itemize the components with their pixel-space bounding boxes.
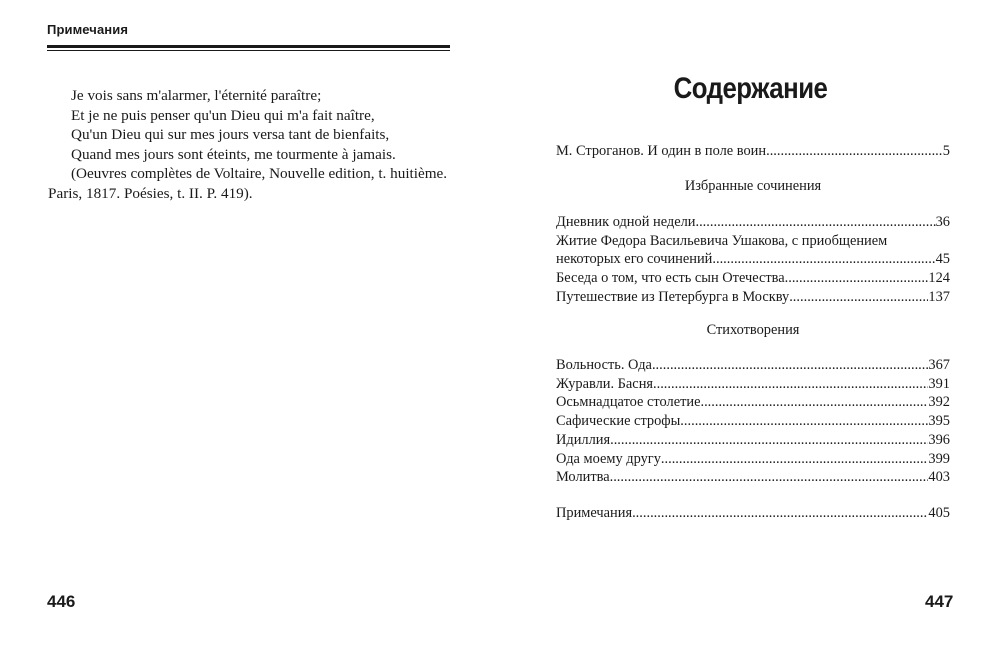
toc-entry: [556, 468, 950, 487]
toc-entry-title: Журавли. Басня: [556, 375, 654, 392]
toc-entry-title: Путешествие из Петербурга в Москву: [556, 288, 790, 305]
toc-entry-title: некоторых его сочинений: [556, 251, 713, 268]
toc-entry: [556, 142, 950, 161]
toc-entry-title-line1: Житие Федора Васильевича Ушакова, с приобщением: [556, 232, 888, 249]
section-heading: Избранные сочинения: [684, 178, 822, 194]
toc-entry-title: Ода моему другу: [556, 450, 661, 467]
citation-tail: Paris, 1817. Poésies, t. II. P. 419).: [48, 184, 253, 202]
toc-intro: [556, 142, 950, 161]
toc-entry: [556, 393, 950, 412]
leader-dots: [632, 504, 928, 523]
toc-entry-title: Беседа о том, что есть сын Отечества: [556, 270, 785, 287]
toc-entry: [556, 213, 950, 232]
page-number: 447: [925, 592, 954, 611]
toc-entry: [556, 450, 950, 469]
toc-section-1: [556, 213, 950, 307]
toc-entry: [556, 375, 950, 394]
leader-dots: [610, 431, 928, 450]
leader-dots: [700, 393, 928, 412]
leader-dots: [680, 412, 928, 431]
leader-dots: [661, 450, 929, 469]
toc-entry-page: 391: [928, 375, 950, 392]
contents-title: Содержание: [673, 72, 828, 105]
toc-entry-page: 395: [928, 413, 950, 430]
toc-entry: [556, 504, 950, 523]
toc-entry-page: 399: [928, 450, 950, 467]
section-heading: Стихотворения: [706, 322, 800, 338]
toc-entry: [556, 288, 950, 307]
toc-entry-page: 36: [935, 214, 950, 230]
leader-dots: [785, 269, 929, 288]
toc-entry-page: 403: [928, 469, 950, 486]
toc-entry-title: Осьмнадцатое столетие: [556, 394, 701, 411]
poem-line: Et je ne puis penser qu'un Dieu qui m'a fait naître,: [71, 106, 375, 124]
poem-quote: [48, 86, 458, 203]
toc-entry-page: 396: [928, 431, 950, 448]
right-page: [500, 0, 1001, 652]
toc-entry: [556, 269, 950, 288]
toc-entry-page: 124: [928, 270, 950, 287]
leader-dots: [653, 375, 928, 394]
running-head: Примечания: [47, 22, 129, 37]
toc-entry-title: Примечания: [556, 505, 633, 521]
toc-entry-page: 392: [928, 394, 950, 411]
leader-dots: [789, 288, 928, 307]
toc-entry-title: Сафические строфы: [556, 413, 681, 430]
page-number: 446: [47, 592, 76, 611]
toc-entry: [556, 412, 950, 431]
toc-entry-page: 45: [935, 251, 950, 268]
poem-line: Je vois sans m'alarmer, l'éternité paraître;: [71, 87, 322, 104]
leader-dots: [610, 468, 929, 487]
poem-line: Quand mes jours sont éteints, me tourmente à jamais.: [71, 145, 396, 163]
toc-entry: [556, 250, 950, 269]
toc-entry-title: Вольность. Ода: [556, 357, 652, 373]
header-rule-thin: [47, 50, 450, 51]
toc-entry-page: 5: [942, 143, 950, 159]
header-rule-thick: [47, 45, 450, 48]
toc-entry-title: Молитва: [556, 469, 610, 486]
leader-dots: [766, 142, 943, 161]
toc-entry-page: 405: [928, 505, 950, 521]
left-page: [0, 0, 500, 652]
toc-entry-page: 137: [928, 288, 950, 305]
toc-entry: [556, 356, 950, 375]
toc-entry-title: М. Строганов. И один в поле воин: [556, 143, 767, 159]
leader-dots: [695, 213, 935, 232]
toc-entry: [556, 431, 950, 450]
toc-notes: [556, 504, 950, 523]
toc-section-2: [556, 356, 950, 487]
toc-entry-page: 367: [928, 357, 950, 373]
toc-entry-title: Идиллия: [556, 431, 611, 448]
leader-dots: [712, 250, 935, 269]
poem-line: Qu'un Dieu qui sur mes jours versa tant de bienfaits,: [71, 126, 390, 143]
citation-line: (Oeuvres complètes de Voltaire, Nouvelle edition, t. huitième.: [71, 165, 448, 182]
toc-entry-title: Дневник одной недели: [556, 214, 696, 230]
leader-dots: [652, 356, 928, 375]
